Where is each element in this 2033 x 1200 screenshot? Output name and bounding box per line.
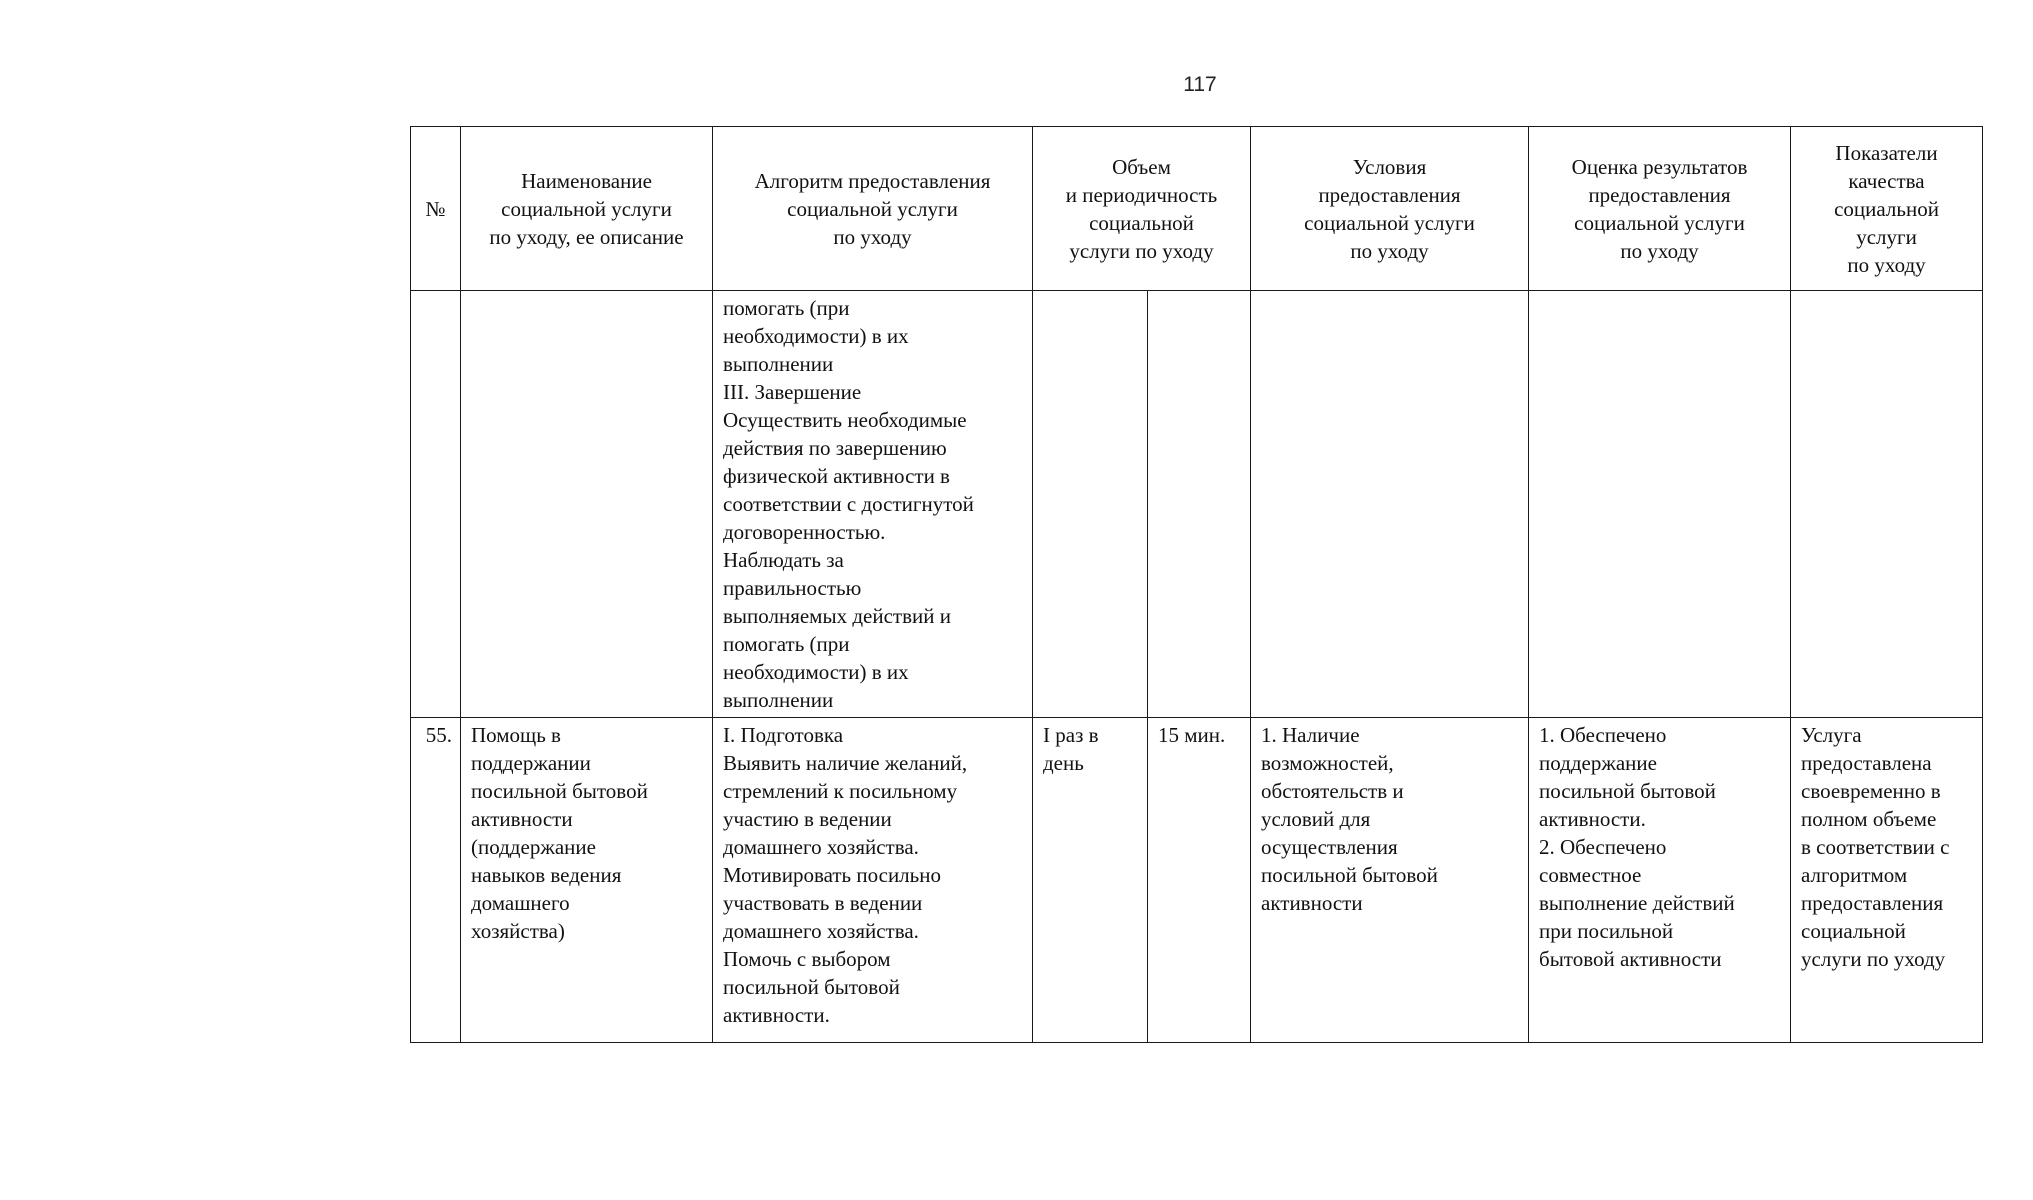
cell-evaluation: 1. Обеспечено поддержание посильной бытовой активности. 2. Обеспечено совместное выполнение действий при посильной бытовой активности: [1529, 718, 1791, 1043]
header-service-name: Наименование социальной услуги по уходу, ее описание: [461, 127, 713, 291]
header-evaluation: Оценка результатов предоставления социальной услуги по уходу: [1529, 127, 1791, 291]
cell-conditions: 1. Наличие возможностей, обстоятельств и условий для осуществления посильной бытовой активности: [1251, 718, 1529, 1043]
table-row-continuation: [411, 291, 1983, 718]
cell-frequency-empty: [1033, 291, 1148, 718]
header-conditions: Условия предоставления социальной услуги по уходу: [1251, 127, 1529, 291]
header-volume-frequency: Объем и периодичность социальной услуги по уходу: [1033, 127, 1251, 291]
cell-frequency: I раз в день: [1033, 718, 1148, 1043]
cell-num: 55.: [411, 718, 461, 1043]
cell-evaluation-empty: [1529, 291, 1791, 718]
table-row-55: [411, 718, 1983, 1043]
header-quality: Показатели качества социальной услуги по уходу: [1791, 127, 1983, 291]
cell-volume: 15 мин.: [1148, 718, 1251, 1043]
services-table: [410, 126, 1983, 1043]
page-number: 117: [1183, 73, 1217, 96]
cell-name-empty: [461, 291, 713, 718]
cell-conditions-empty: [1251, 291, 1529, 718]
cell-quality: Услуга предоставлена своевременно в полном объеме в соответствии с алгоритмом предоставления социальной услуги по уходу: [1791, 718, 1983, 1043]
cell-algorithm: I. Подготовка Выявить наличие желаний, стремлений к посильному участию в ведении домашнего хозяйства. Мотивировать посильно участвовать в ведении домашнего хозяйства. Помочь с выбором посильной бытовой активности.: [713, 718, 1033, 1043]
cell-quality-empty: [1791, 291, 1983, 718]
header-num: №: [411, 127, 461, 291]
cell-num-empty: [411, 291, 461, 718]
cell-service-name: Помощь в поддержании посильной бытовой активности (поддержание навыков ведения домашнего хозяйства): [461, 718, 713, 1043]
cell-volume-empty: [1148, 291, 1251, 718]
table-header-row: [411, 127, 1983, 291]
header-algorithm: Алгоритм предоставления социальной услуги по уходу: [713, 127, 1033, 291]
cell-algorithm-continuation: помогать (при необходимости) в их выполнении III. Завершение Осуществить необходимые действия по завершению физической активности в соответствии с достигнутой договоренностью. Наблюдать за правильностью выполняемых действий и помогать (при необходимости) в их выполнении: [713, 291, 1033, 718]
